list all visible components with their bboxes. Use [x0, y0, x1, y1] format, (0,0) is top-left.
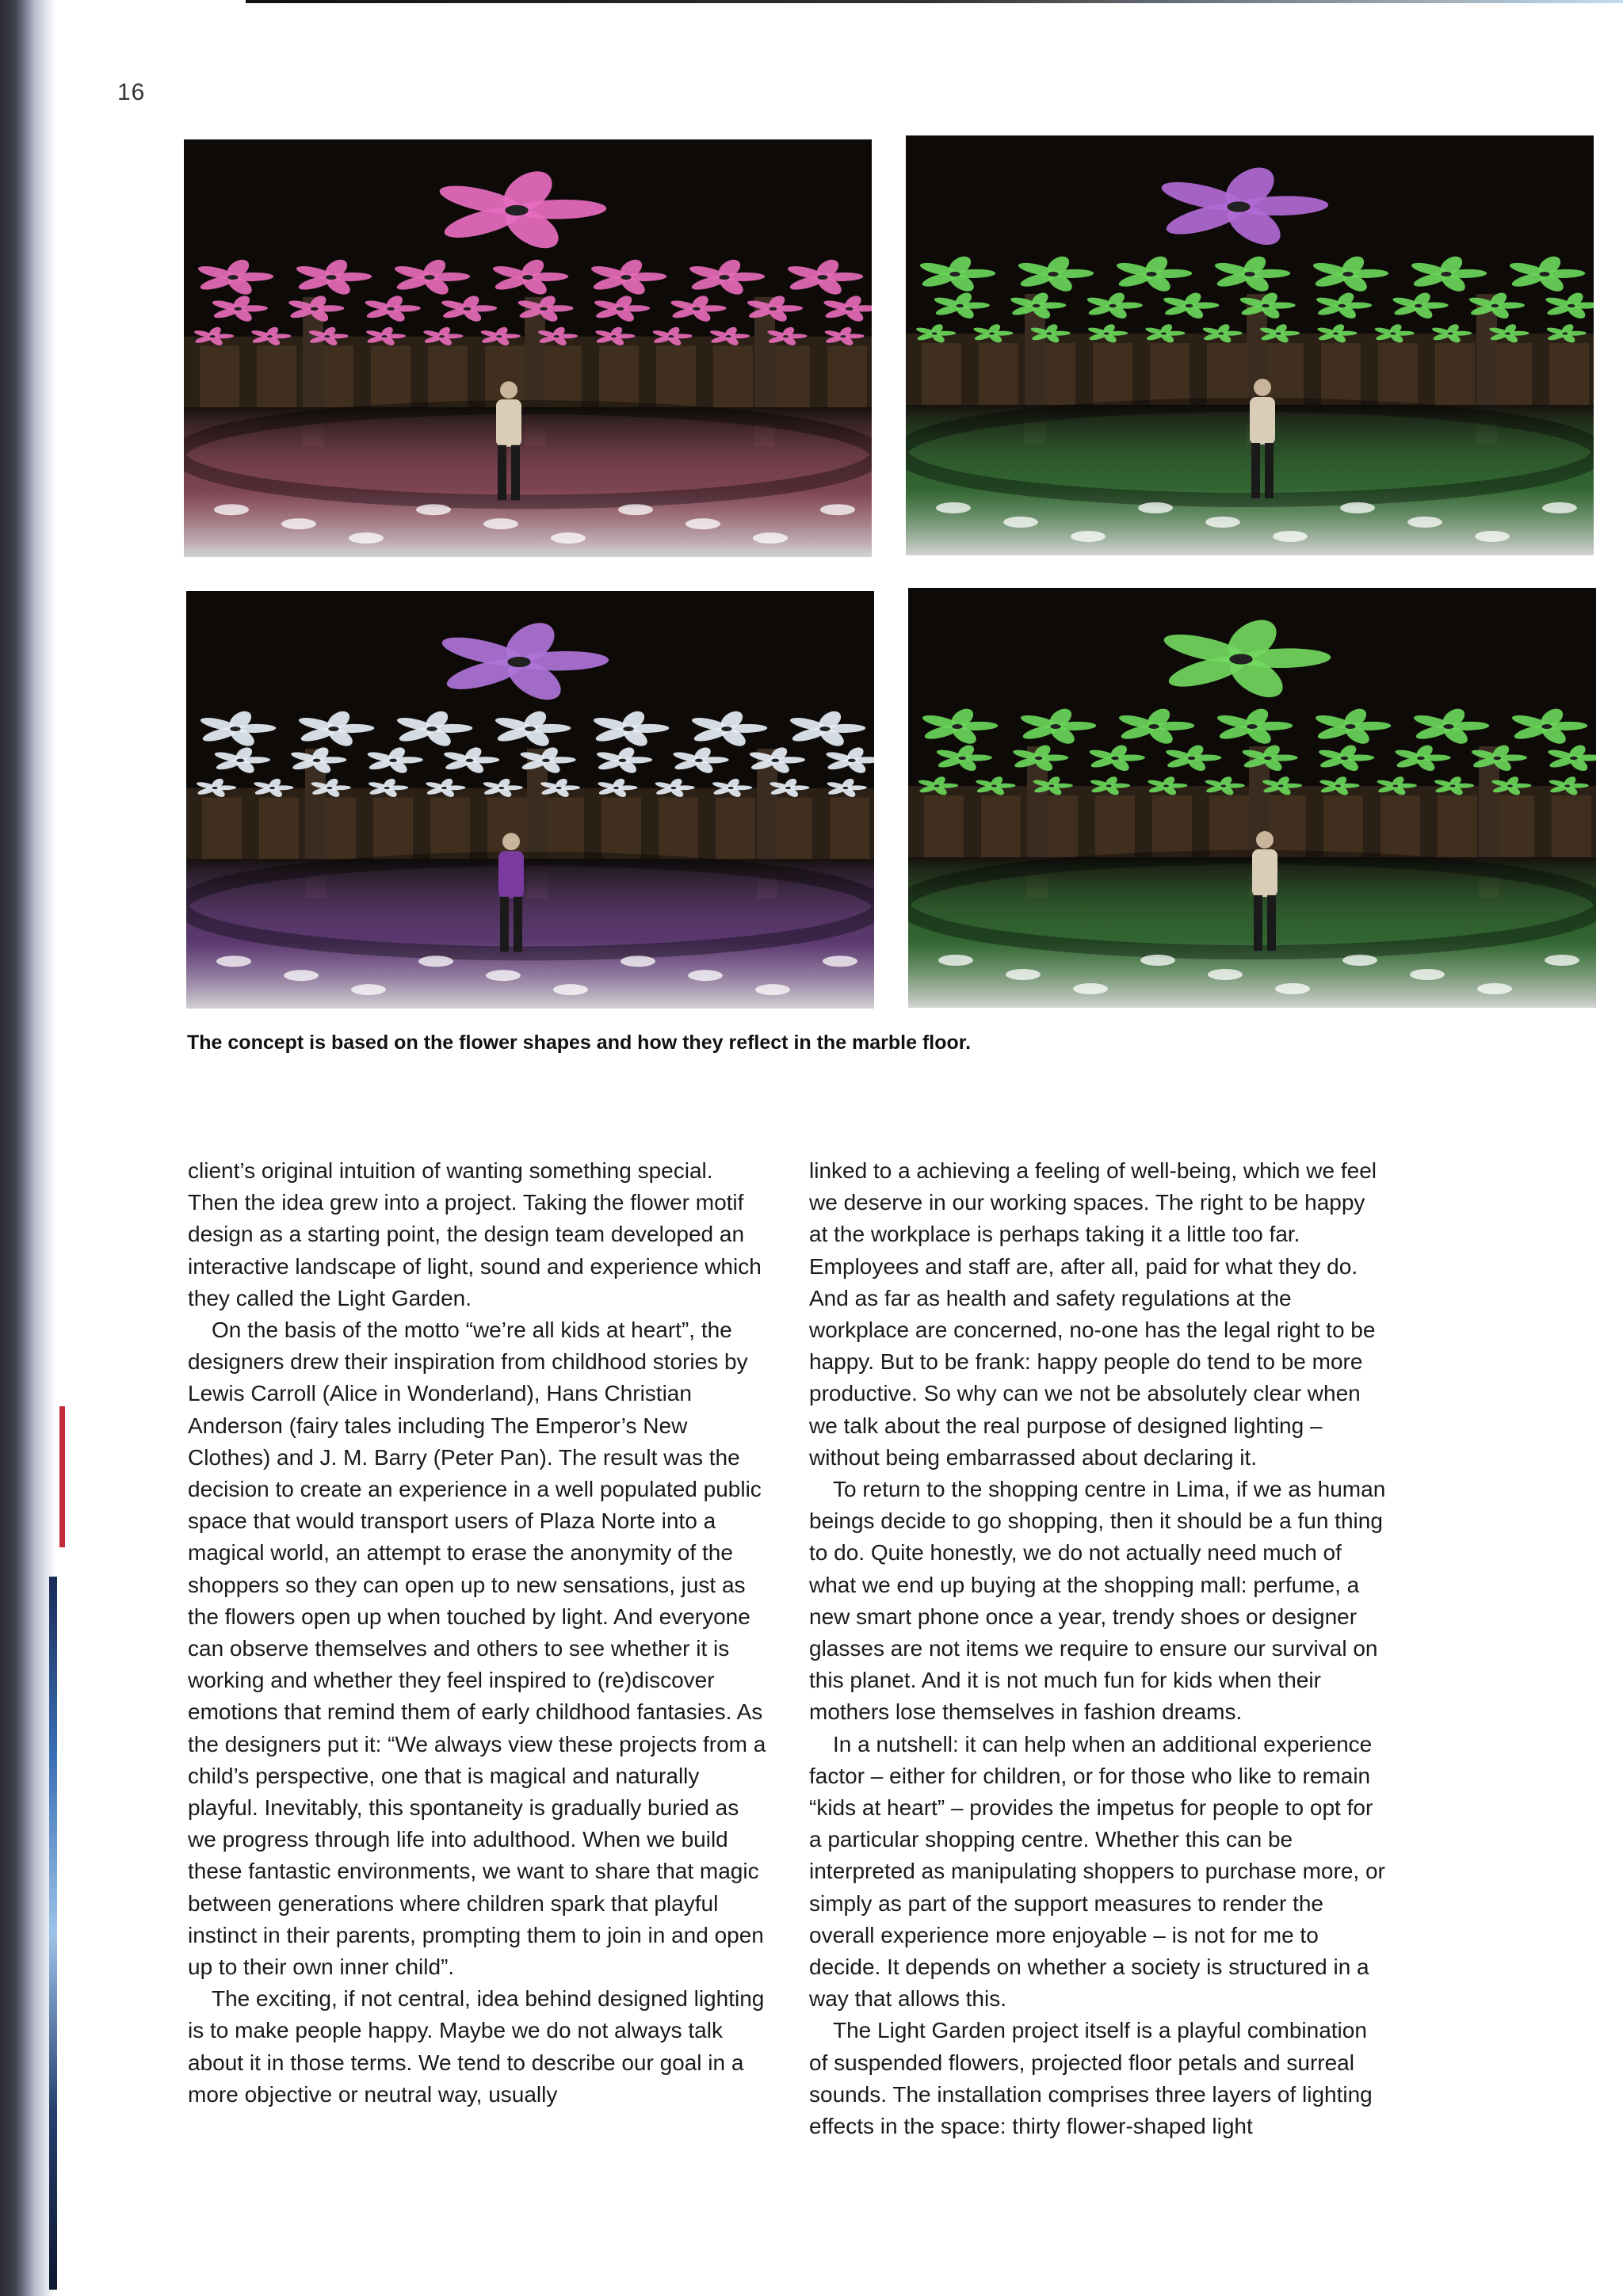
paragraph: To return to the shopping centre in Lima, if we as human beings decide to go shopping, then it should be a fun thing to do. Quite honestly, we do not actually need much of what we end up buying at the shopping mall: perfume, a new smart phone once a year, trendy shoes or designer glasses are not items we require to ensure our survival on this planet. And it is not much fun for kids when their mothers lose themselves in fashion dreams.	[809, 1477, 1386, 1725]
paragraph: In a nutshell: it can help when an additional experience factor – either for children, or for those who like to remain “kids at heart” – provides the impetus for people to opt for a particular shopping centre. Whether this can be interpreted as manipulating shoppers to purchase more, or simply as part of the support measures to render the overall experience more enjoyable – is not for me to decide. It depends on whether a society is structured in a way that allows this.	[809, 1731, 1385, 2012]
photo-pink-flowers	[184, 139, 872, 557]
photo-illustration	[184, 139, 872, 557]
photo-white-flowers-violet-centre	[186, 591, 874, 1009]
paragraph: client’s original intuition of wanting something special. Then the idea grew into a project. Taking the flower motif design as a starting point, the design team developed an interactive landscape of light, sound and experience which they called the Light Garden.	[188, 1158, 762, 1310]
paragraph: The Light Garden project itself is a playful combination of suspended flowers, projected floor petals and surreal sounds. The installation comprises three layers of lighting effects in the space: thirty flower-shaped light	[809, 2018, 1373, 2139]
photo-illustration	[908, 588, 1596, 1008]
photo-illustration	[186, 591, 874, 1009]
photo-green-flowers-violet-centre	[906, 135, 1594, 555]
scan-edge-left	[0, 0, 55, 2296]
scan-edge-bookmark	[59, 1406, 65, 1547]
paragraph: The exciting, if not central, idea behind designed lighting is to make people happy. Maybe we do not always talk about it in those terms. We tend to describe our goal in a more objective or neutral way, usually	[188, 1986, 765, 2107]
paragraph: On the basis of the motto “we’re all kids at heart”, the designers drew their inspiration from childhood stories by Lewis Carroll (Alice in Wonderland), Hans Christian Anderson (fairy tales including The Emperor’s New Clothes) and J. M. Barry (Peter Pan). The result was the decision to create an experience in a well populated public space that would transport users of Plaza Norte into a magical world, an attempt to erase the anonymity of the shoppers so they can open up to new sensations, just as the flowers open up when touched by light. And everyone can observe themselves and others to see whether it is working and whether they feel inspired to (re)discover emotions that remind them of early childhood fantasies. As the designers put it: “We always view these projects from a child’s perspective, one that is magical and naturally playful. Inevitably, this spontaneity is gradually buried as we progress through life into adulthood. When we build these fantastic environments, we want to share that magic between generations where children spark that playful instinct in their parents, prompting them to join in and open up to their own inner child”.	[188, 1318, 766, 1980]
scan-edge-top	[246, 0, 1623, 3]
paragraph: linked to a achieving a feeling of well-being, which we feel we deserve in our working spaces. The right to be happy at the workplace is perhaps taking it a little too far. Employees and staff are, after all, paid for what they do. And as far as health and safety regulations at the workplace are concerned, no-one has the legal right to be happy. But to be frank: happy people do tend to be more productive. So why can we not be absolutely clear when we talk about the real purpose of designed lighting – without being embarrassed about declaring it.	[809, 1158, 1377, 1470]
photo-illustration	[906, 135, 1594, 555]
figure-caption: The concept is based on the flower shapes and how they reflect in the marble floor.	[187, 1032, 972, 1054]
text-column-right	[809, 1155, 1388, 2142]
scan-edge-strip	[49, 1577, 57, 2290]
photo-green-flowers	[908, 588, 1596, 1008]
page-number: 16	[117, 79, 146, 105]
text-column-left	[188, 1155, 766, 2111]
